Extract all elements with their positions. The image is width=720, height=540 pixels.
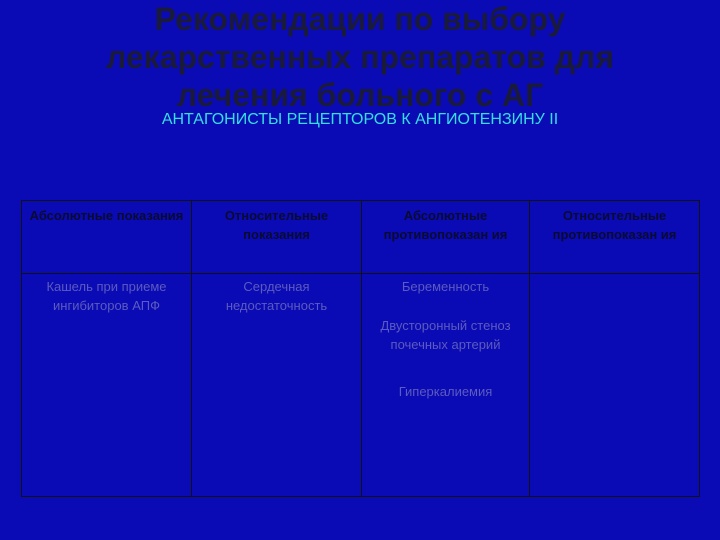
cell-relative-indications xyxy=(192,274,362,497)
slide-subtitle: АНТАГОНИСТЫ РЕЦЕПТОРОВ К АНГИОТЕНЗИНУ II xyxy=(161,111,559,128)
header-relative-indications: Относительные показания xyxy=(192,201,362,274)
contraindication-item: Беременность xyxy=(401,279,490,294)
cell-text: Кашель при приеме ингибиторов АПФ xyxy=(46,279,167,313)
slide-title: Рекомендации по выбору лекарственных препаратов для лечения больного с АГ xyxy=(105,1,615,113)
contraindication-item: Гиперкалиемия xyxy=(398,384,493,399)
table-row xyxy=(22,274,700,497)
contraindication-item: Двусторонный стеноз почечных артерий xyxy=(380,318,511,352)
cell-absolute-indications xyxy=(22,274,192,497)
header-absolute-indications: Абсолютные показания xyxy=(22,201,192,274)
table-header-row xyxy=(22,201,700,274)
cell-relative-contraindications xyxy=(530,274,700,497)
header-absolute-contraindications: Абсолютные противопоказан ия xyxy=(362,201,530,274)
header-relative-contraindications: Относительные противопоказан ия xyxy=(530,201,700,274)
cell-text: Сердечная недостаточность xyxy=(225,279,328,313)
cell-absolute-contraindications xyxy=(362,274,530,497)
recommendations-table xyxy=(21,200,700,497)
